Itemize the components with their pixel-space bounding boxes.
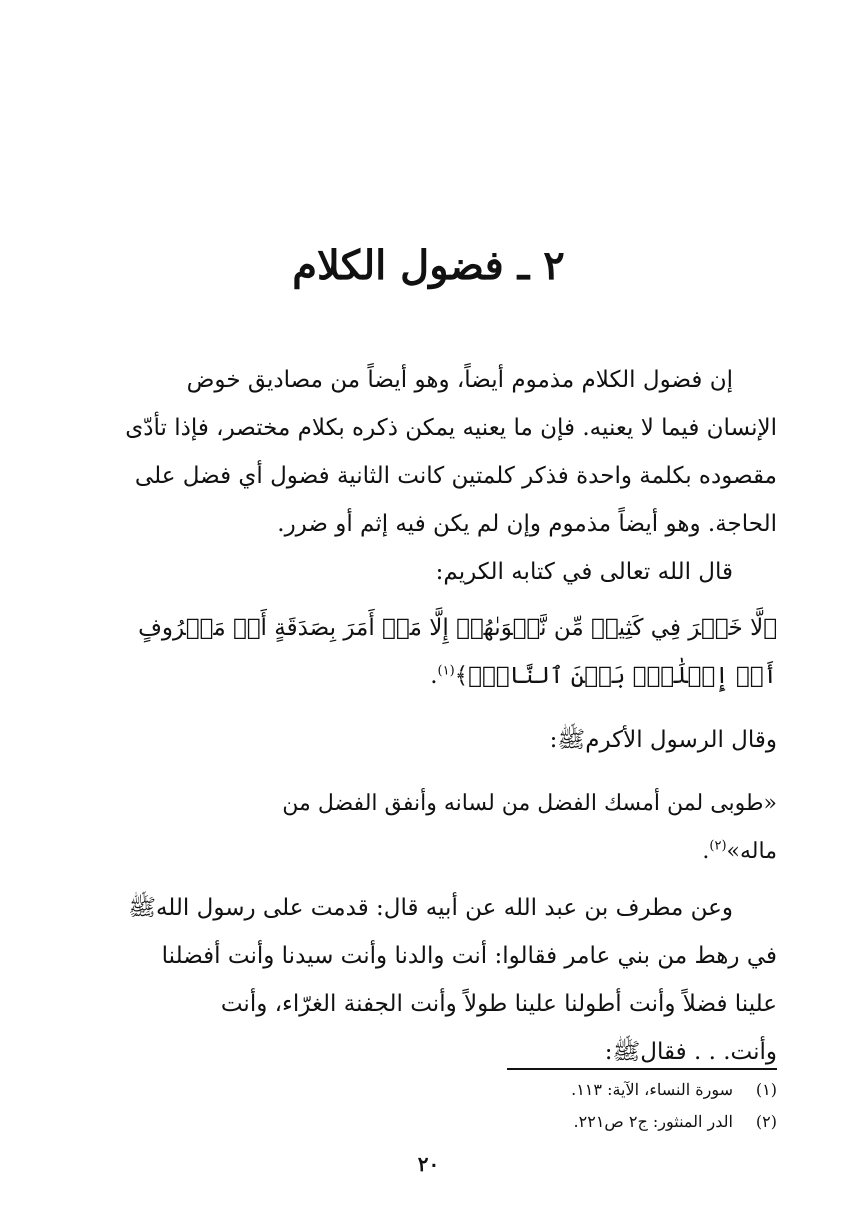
footnotes [80, 1074, 777, 1138]
narration-line-1: وعن مطرف بن عبد الله عن أبيه قال: قدمت على رسول اللهﷺ [128, 895, 733, 921]
narration-line-3: علينا فضلاً وأنت أطولنا علينا طولاً وأنت الجفنة الغرّاء، وأنت [220, 991, 777, 1017]
hadith-end: . [702, 839, 710, 864]
narration-line-2: في رهط من بني عامر فقالوا: أنت والدنا وأنت سيدنا وأنت أفضلنا [161, 943, 777, 969]
chapter-title: ٢ ـ فضول الكلام [292, 242, 565, 289]
footnote-text: سورة النساء، الآية: ١١٣. [571, 1080, 733, 1099]
footnote-item [80, 1106, 777, 1138]
hadith-quote [80, 780, 777, 876]
hadith-line-1: «طوبى لمن أمسك الفضل من لسانه وأنفق الفضل من [282, 791, 777, 816]
hadith-line-2 [80, 828, 777, 876]
page-number: ٢٠ [417, 1152, 440, 1176]
narration-paragraph [80, 884, 777, 1076]
intro-line-4: الحاجة. وهو أيضاً مذموم وإن لم يكن فيه إثم أو ضرر. [277, 511, 777, 537]
quran-verse-line-2-text: أَوۡ إِصۡلَٰحِۭ بَيۡنَ ٱلنَّاسِۚ﴾ [454, 663, 777, 689]
narration-line-4: وأنت. . . فقالﷺ: [604, 1039, 777, 1065]
footnote-text: الدر المنثور: ج٢ ص٢٢١. [573, 1112, 733, 1131]
quran-verse [80, 604, 777, 700]
intro-paragraph [80, 356, 777, 548]
quran-verse-line-1: ﴿لَّا خَيۡرَ فِي كَثِيرٖ مِّن نَّجۡوَىٰهُمۡ إِلَّا مَنۡ أَمَرَ بِصَدَقَةٍ أَوۡ مَعۡرُوفٍ [138, 615, 777, 641]
intro-line-1: إن فضول الكلام مذموم أيضاً، وهو أيضاً من مصاديق خوض [186, 367, 733, 393]
quran-verse-end: . [430, 663, 438, 689]
footnote-ref-1: (١) [437, 663, 455, 679]
footnote-number: (٢) [755, 1112, 777, 1131]
footnote-divider [507, 1068, 777, 1070]
quran-verse-line-2 [80, 652, 777, 700]
intro-line-2: الإنسان فيما لا يعنيه. فإن ما يعنيه يمكن ذكره بكلام مختصر، فإذا تأدّى [125, 415, 777, 441]
hadith-intro-text: وقال الرسول الأكرمﷺ: [549, 727, 777, 753]
footnote-ref-2: (٢) [709, 838, 727, 854]
hadith-line-2-text: ماله» [726, 839, 777, 864]
footnote-item [80, 1074, 777, 1106]
quran-intro-text: قال الله تعالى في كتابه الكريم: [435, 559, 733, 585]
intro-line-3: مقصوده بكلمة واحدة فذكر كلمتين كانت الثانية فضول أي فضل على [134, 463, 777, 489]
footnote-number: (١) [755, 1080, 777, 1099]
quran-intro [80, 548, 777, 596]
hadith-intro [80, 716, 777, 764]
